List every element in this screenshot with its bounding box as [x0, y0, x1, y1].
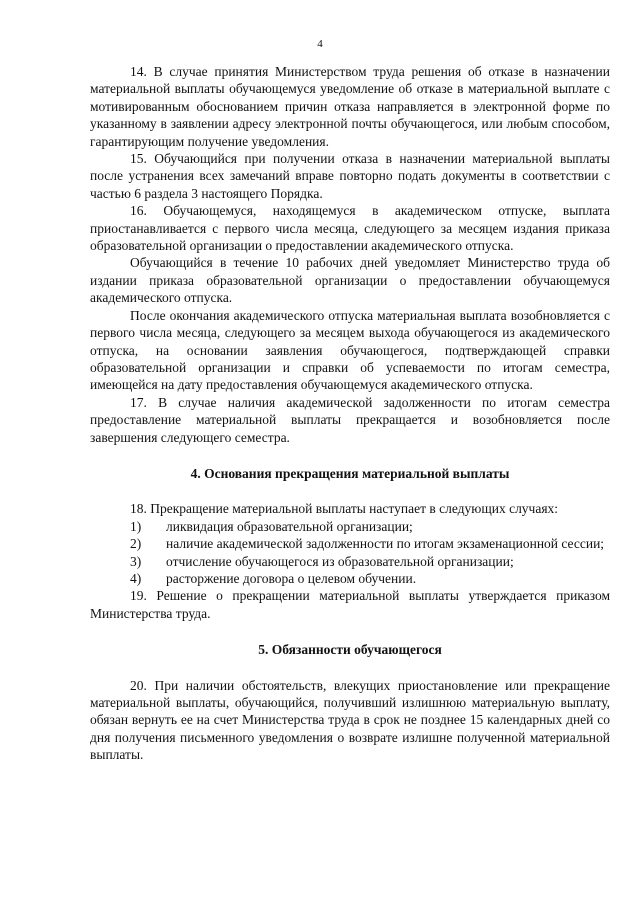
list-item	[90, 535, 610, 552]
paragraph-16: 16. Обучающемуся, находящемуся в академическом отпуске, выплата приостанавливается с первого числа месяца, следующего за месяцем издания приказа образовательной организации о предоставлении академического отпуска.	[90, 203, 610, 254]
section-4-heading: 4. Основания прекращения материальной выплаты	[190, 465, 510, 481]
list-item-text: отчисление обучающегося из образовательной организации;	[166, 553, 514, 569]
list-item-text: расторжение договора о целевом обучении.	[166, 570, 417, 586]
paragraph-19: 19. Решение о прекращении материальной выплаты утверждается приказом Министерства труда.	[90, 588, 610, 621]
paragraph-14: 14. В случае принятия Министерством труда решения об отказе в назначении материальной выплаты обучающемуся уведомление об отказе в материальной выплате с мотивированным обоснованием причин отказа направляется в электронной форме по указанному в заявлении адресу электронной почты обучающегося, или любым способом, гарантирующим получение уведомления.	[90, 64, 610, 149]
list-item-number: 2)	[130, 536, 142, 552]
list-item	[90, 518, 610, 535]
paragraph-16-notice: Обучающийся в течение 10 рабочих дней уведомляет Министерство труда об издании приказа образовательной организации о предоставлении обучающемуся академического отпуска.	[90, 255, 610, 306]
paragraph-16-resume: После окончания академического отпуска материальная выплата возобновляется с первого числа месяца, следующего за месяцем выхода обучающегося из академического отпуска, на основании заявления обучающегося, подтверждающей справки образовательной организации и справки об успеваемости по итогам семестра, имеющейся на дату предоставления обучающемуся академического отпуска.	[90, 307, 610, 393]
list-item-text: наличие академической задолженности по итогам экзаменационной сессии;	[166, 536, 605, 552]
paragraph-15: 15. Обучающийся при получении отказа в назначении материальной выплаты после устранения всех замечаний вправе повторно подать документы в соответствии с частью 6 раздела 3 настоящего Порядка.	[90, 151, 610, 201]
paragraph-17: 17. В случае наличия академической задолженности по итогам семестра предоставление материальной выплаты прекращается и возобновляется после завершения следующего семестра.	[90, 394, 610, 445]
section-5-heading: 5. Обязанности обучающегося	[258, 642, 442, 658]
list-item-number: 1)	[130, 518, 142, 534]
list-item	[90, 553, 610, 570]
list-item	[90, 570, 610, 587]
termination-grounds-list	[90, 518, 610, 588]
page-number: 4	[317, 38, 323, 50]
paragraph-18: 18. Прекращение материальной выплаты наступает в следующих случаях:	[130, 501, 559, 517]
list-item-number: 3)	[130, 553, 142, 569]
paragraph-20: 20. При наличии обстоятельств, влекущих приостановление или прекращение материальной выплаты, обучающийся, получивший излишнюю материальную выплату, обязан вернуть ее на счет Министерства труда в срок не позднее 15 календарных дней со дня получения письменного уведомления о возврате излишне полученной материальной выплаты.	[90, 677, 610, 763]
list-item-number: 4)	[130, 570, 142, 586]
document-body	[90, 63, 610, 764]
list-item-text: ликвидация образовательной организации;	[166, 518, 413, 534]
